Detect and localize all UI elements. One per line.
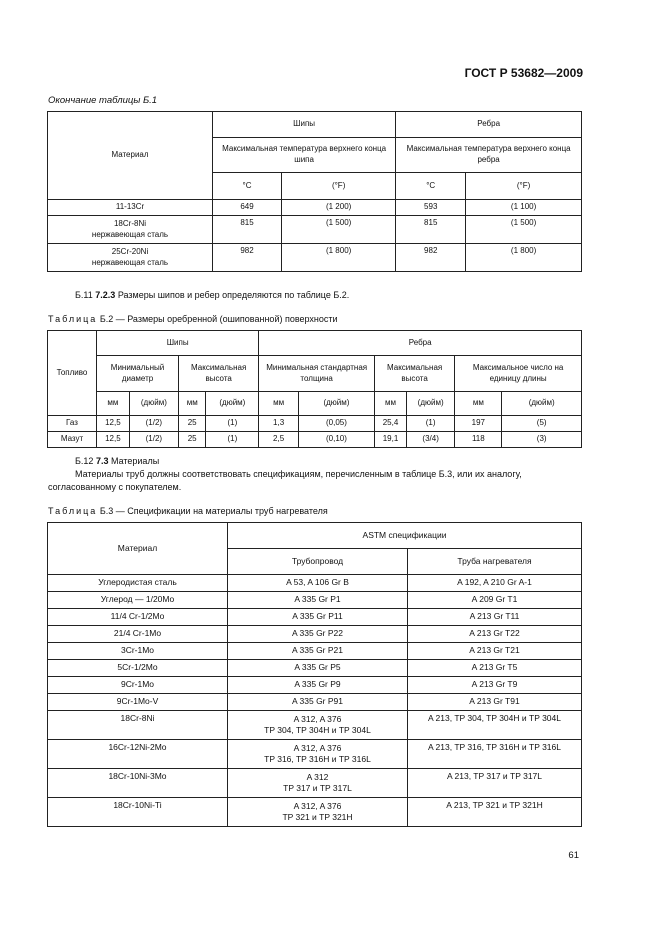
- pipe-spec-cell: A 312, A 376 TP 321 и TP 321H: [228, 798, 408, 827]
- table-row: [48, 575, 582, 592]
- unit-cell: (дюйм): [502, 392, 582, 416]
- page-number: 61: [568, 850, 579, 861]
- section-b12: [75, 456, 159, 466]
- value-cell: (0,05): [298, 416, 374, 432]
- table-row: [48, 677, 582, 694]
- table-row: [48, 798, 582, 827]
- material-cell: 11-13Cr: [48, 200, 213, 216]
- value-cell: (5): [502, 416, 582, 432]
- pipe-spec-cell: A 312, A 376 TP 316, TP 316H и TP 316L: [228, 740, 408, 769]
- tube-spec-cell: A 213, TP 317 и TP 317L: [408, 769, 582, 798]
- value-cell: (1 100): [466, 200, 582, 216]
- value-cell: (1 200): [282, 200, 396, 216]
- value-cell: (1): [206, 416, 259, 432]
- material-cell: 9Cr-1Mo: [48, 677, 228, 694]
- material-cell: 18Cr-10Ni-Ti: [48, 798, 228, 827]
- fuel-cell: Мазут: [48, 432, 97, 448]
- material-cell: 11/4 Cr-1/2Mo: [48, 609, 228, 626]
- tube-spec-cell: A 213, TP 304, TP 304H и TP 304L: [408, 711, 582, 740]
- caption-label: Таблица: [48, 314, 98, 324]
- material-cell: 25Cr-20Ni нержавеющая сталь: [48, 244, 213, 272]
- table-b2: [47, 330, 582, 448]
- section-num: Б.11: [75, 290, 93, 300]
- group-fins: Ребра: [396, 112, 582, 138]
- material-cell: 16Cr-12Ni-2Mo: [48, 740, 228, 769]
- table-row: [48, 643, 582, 660]
- value-cell: 25: [179, 432, 206, 448]
- sub-max-count: Максимальное число на единицу длины: [455, 356, 582, 392]
- pipe-spec-cell: A 335 Gr P1: [228, 592, 408, 609]
- unit-f: (°F): [282, 173, 396, 200]
- pipe-spec-cell: A 335 Gr P21: [228, 643, 408, 660]
- tube-spec-cell: A 213, TP 321 и TP 321H: [408, 798, 582, 827]
- table-row: [48, 216, 582, 244]
- table-b3: [47, 522, 582, 827]
- unit-cell: мм: [259, 392, 299, 416]
- table1-caption: Окончание таблицы Б.1: [48, 95, 158, 106]
- material-cell: Углерод — 1/20Mo: [48, 592, 228, 609]
- caption-label: Таблица: [48, 506, 98, 516]
- pipe-spec-cell: A 335 Gr P5: [228, 660, 408, 677]
- unit-cell: (дюйм): [298, 392, 374, 416]
- group-studs: Шипы: [213, 112, 396, 138]
- material-cell: Углеродистая сталь: [48, 575, 228, 592]
- value-cell: (1 500): [282, 216, 396, 244]
- section-text: Размеры шипов и ребер определяются по таблице Б.2.: [117, 290, 350, 300]
- unit-cell: (дюйм): [129, 392, 178, 416]
- material-cell: 3Cr-1Mo: [48, 643, 228, 660]
- material-cell: 9Cr-1Mo-V: [48, 694, 228, 711]
- pipe-spec-cell: A 335 Gr P9: [228, 677, 408, 694]
- pipe-spec-cell: A 335 Gr P22: [228, 626, 408, 643]
- unit-cell: мм: [97, 392, 130, 416]
- tube-spec-cell: A 209 Gr T1: [408, 592, 582, 609]
- value-cell: 2,5: [259, 432, 299, 448]
- value-cell: 815: [396, 216, 466, 244]
- value-cell: 118: [455, 432, 502, 448]
- tube-spec-cell: A 213 Gr T11: [408, 609, 582, 626]
- table2-caption: [48, 314, 338, 324]
- table-row: [48, 592, 582, 609]
- value-cell: (3/4): [407, 432, 455, 448]
- value-cell: (1 800): [282, 244, 396, 272]
- unit-c: °C: [396, 173, 466, 200]
- value-cell: 197: [455, 416, 502, 432]
- value-cell: (1/2): [129, 416, 178, 432]
- sub-max-height: Максимальная высота: [374, 356, 454, 392]
- sub-max-height: Максимальная высота: [179, 356, 259, 392]
- table-row: [48, 711, 582, 740]
- tube-spec-cell: A 213 Gr T21: [408, 643, 582, 660]
- value-cell: 25: [179, 416, 206, 432]
- section-title: Материалы: [110, 456, 160, 466]
- fuel-cell: Газ: [48, 416, 97, 432]
- col-pipe: Трубопровод: [228, 549, 408, 575]
- unit-cell: мм: [179, 392, 206, 416]
- table-row: [48, 200, 582, 216]
- paragraph-line: Материалы труб должны соответствовать спецификациям, перечисленным в таблице Б.3, или их аналогу,: [75, 469, 522, 479]
- col-material: Материал: [48, 523, 228, 575]
- material-cell: 18Cr-8Ni: [48, 711, 228, 740]
- value-cell: (1): [407, 416, 455, 432]
- sub-min-thickness: Минимальная стандартная толщина: [259, 356, 375, 392]
- material-cell: 18Cr-10Ni-3Mo: [48, 769, 228, 798]
- table-row: [48, 609, 582, 626]
- pipe-spec-cell: A 53, A 106 Gr B: [228, 575, 408, 592]
- pipe-spec-cell: A 335 Gr P91: [228, 694, 408, 711]
- caption-rest: Б.3 — Спецификации на материалы труб нагревателя: [99, 506, 328, 516]
- material-cell: 5Cr-1/2Mo: [48, 660, 228, 677]
- subsection-num: 7.3: [95, 456, 109, 466]
- value-cell: 982: [396, 244, 466, 272]
- pipe-spec-cell: A 335 Gr P11: [228, 609, 408, 626]
- value-cell: 25,4: [374, 416, 406, 432]
- tube-spec-cell: A 213 Gr T9: [408, 677, 582, 694]
- table-row: [48, 694, 582, 711]
- unit-f: (°F): [466, 173, 582, 200]
- table-row: [48, 769, 582, 798]
- value-cell: (3): [502, 432, 582, 448]
- value-cell: 815: [213, 216, 282, 244]
- table-row: [48, 432, 582, 448]
- table-row: [48, 660, 582, 677]
- tube-spec-cell: A 213 Gr T5: [408, 660, 582, 677]
- value-cell: (0,10): [298, 432, 374, 448]
- value-cell: 12,5: [97, 432, 130, 448]
- value-cell: 593: [396, 200, 466, 216]
- material-cell: 18Cr-8Ni нержавеющая сталь: [48, 216, 213, 244]
- value-cell: 1,3: [259, 416, 299, 432]
- pipe-spec-cell: A 312 TP 317 и TP 317L: [228, 769, 408, 798]
- col-material: Материал: [48, 112, 213, 200]
- value-cell: (1 800): [466, 244, 582, 272]
- unit-cell: мм: [374, 392, 406, 416]
- unit-cell: (дюйм): [407, 392, 455, 416]
- value-cell: 649: [213, 200, 282, 216]
- unit-cell: (дюйм): [206, 392, 259, 416]
- value-cell: 12,5: [97, 416, 130, 432]
- caption-rest: Б.2 — Размеры оребренной (ошипованной) поверхности: [99, 314, 338, 324]
- table3-caption: [48, 506, 328, 516]
- tube-spec-cell: A 213 Gr T91: [408, 694, 582, 711]
- tube-spec-cell: A 192, A 210 Gr A-1: [408, 575, 582, 592]
- material-cell: 21/4 Cr-1Mo: [48, 626, 228, 643]
- subsection-num: 7.2.3: [95, 290, 116, 300]
- table-row: [48, 244, 582, 272]
- paragraph-line: согласованному с покупателем.: [48, 482, 182, 492]
- table-row: [48, 416, 582, 432]
- tube-spec-cell: A 213, TP 316, TP 316H и TP 316L: [408, 740, 582, 769]
- unit-c: °C: [213, 173, 282, 200]
- unit-cell: мм: [455, 392, 502, 416]
- group-astm: ASTM спецификации: [228, 523, 582, 549]
- table-b1: [47, 111, 582, 272]
- group-fins: Ребра: [259, 331, 582, 356]
- sub-min-diameter: Минимальный диаметр: [97, 356, 179, 392]
- document-header: ГОСТ Р 53682—2009: [464, 66, 583, 80]
- col-fuel: Топливо: [48, 331, 97, 416]
- group-studs: Шипы: [97, 331, 259, 356]
- value-cell: 982: [213, 244, 282, 272]
- fins-sub: Максимальная температура верхнего конца ребра: [396, 138, 582, 173]
- value-cell: (1 500): [466, 216, 582, 244]
- value-cell: 19,1: [374, 432, 406, 448]
- section-num: Б.12: [75, 456, 94, 466]
- studs-sub: Максимальная температура верхнего конца шипа: [213, 138, 396, 173]
- tube-spec-cell: A 213 Gr T22: [408, 626, 582, 643]
- value-cell: (1): [206, 432, 259, 448]
- table-row: [48, 740, 582, 769]
- col-tube: Труба нагревателя: [408, 549, 582, 575]
- pipe-spec-cell: A 312, A 376 TP 304, TP 304H и TP 304L: [228, 711, 408, 740]
- table-row: [48, 626, 582, 643]
- value-cell: (1/2): [129, 432, 178, 448]
- section-b11: [75, 290, 349, 300]
